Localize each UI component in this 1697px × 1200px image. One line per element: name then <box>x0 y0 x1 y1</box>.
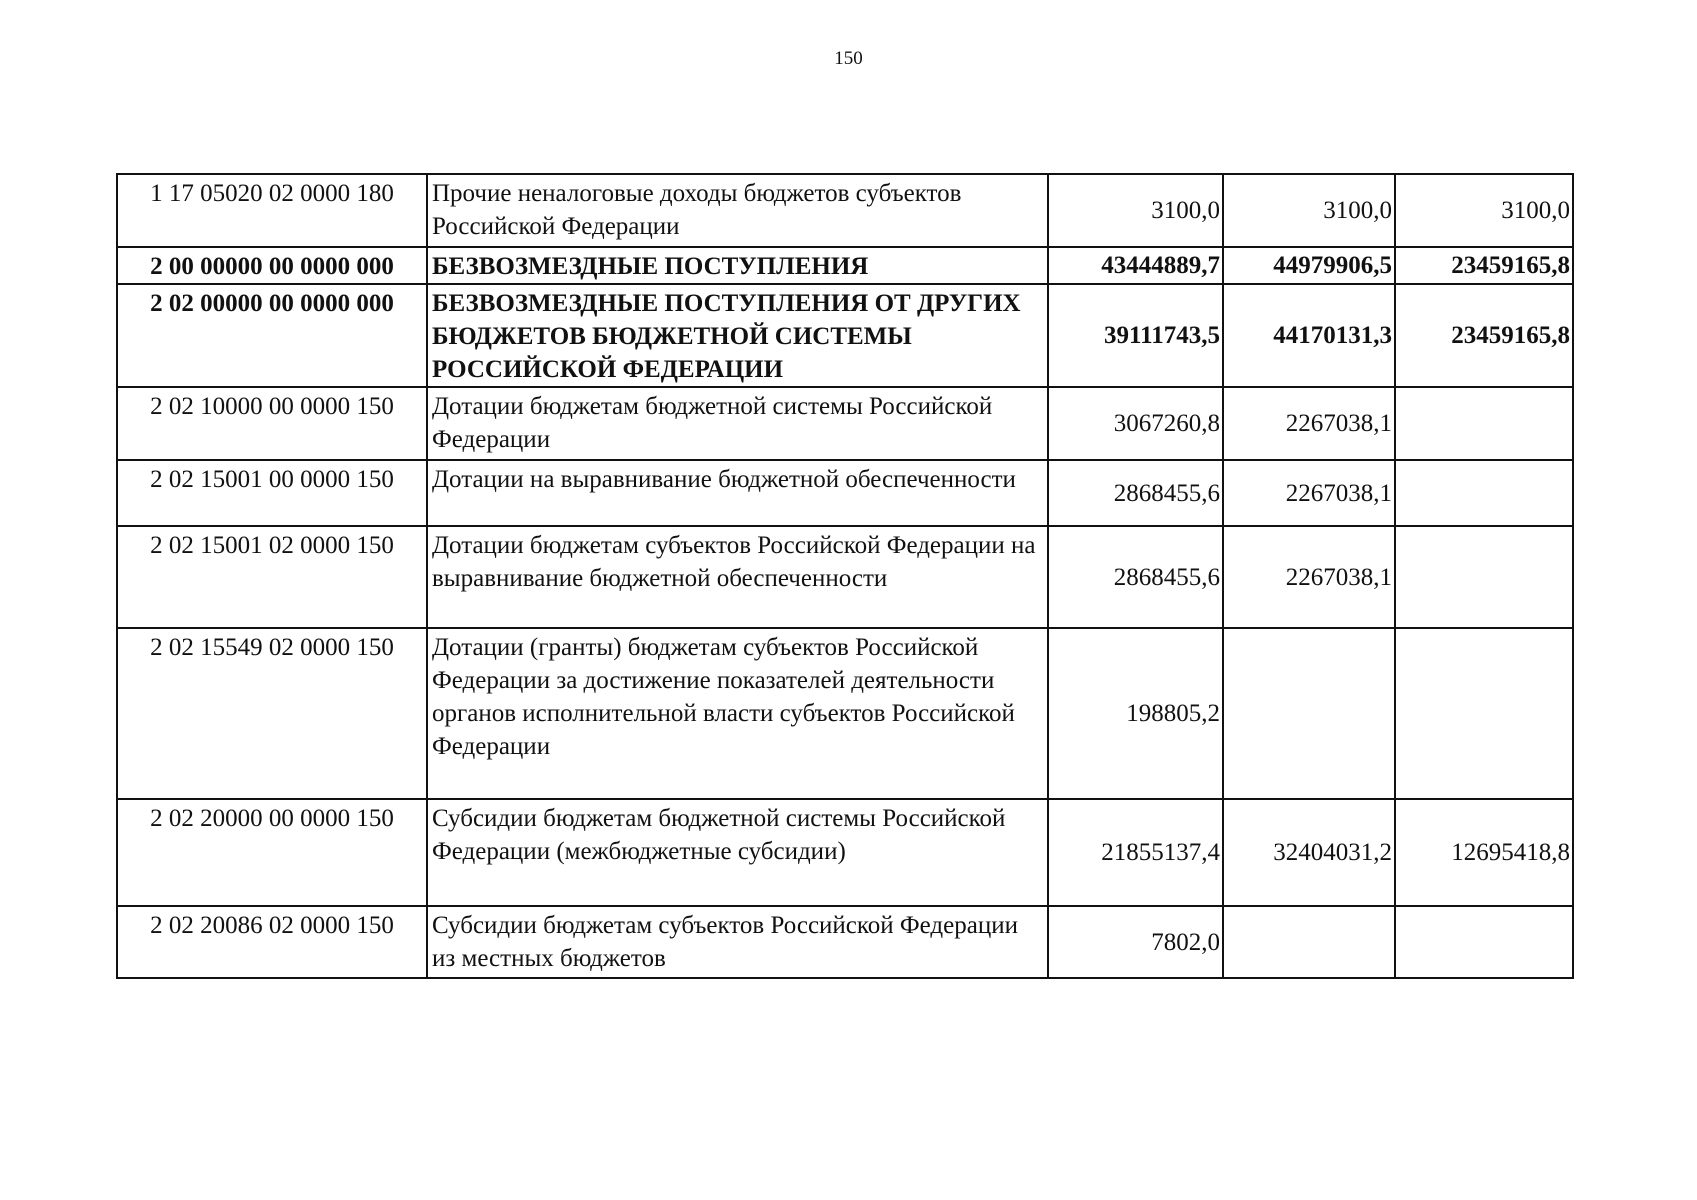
revenue-name-cell: БЕЗВОЗМЕЗДНЫЕ ПОСТУПЛЕНИЯ <box>427 247 1048 284</box>
value-cell-2: 32404031,2 <box>1223 799 1395 906</box>
value-cell-2: 2267038,1 <box>1223 526 1395 628</box>
value-cell-3 <box>1395 460 1573 526</box>
value-cell-1: 3067260,8 <box>1048 387 1223 460</box>
value-cell-3 <box>1395 526 1573 628</box>
budget-revenue-table <box>116 173 1574 979</box>
value-cell-2: 3100,0 <box>1223 174 1395 247</box>
value-cell-2 <box>1223 628 1395 799</box>
value-cell-1: 21855137,4 <box>1048 799 1223 906</box>
budget-code-cell: 1 17 05020 02 0000 180 <box>117 174 427 247</box>
value-cell-3: 12695418,8 <box>1395 799 1573 906</box>
revenue-name-cell: Прочие неналоговые доходы бюджетов субъектов Российской Федерации <box>427 174 1048 247</box>
budget-code-cell: 2 02 15001 02 0000 150 <box>117 526 427 628</box>
revenue-name-cell: Дотации (гранты) бюджетам субъектов Российской Федерации за достижение показателей деятельности органов исполнительной власти субъектов Российской Федерации <box>427 628 1048 799</box>
value-cell-2: 44979906,5 <box>1223 247 1395 284</box>
value-cell-1: 198805,2 <box>1048 628 1223 799</box>
budget-code-cell: 2 00 00000 00 0000 000 <box>117 247 427 284</box>
value-cell-3: 23459165,8 <box>1395 247 1573 284</box>
revenue-name-cell: Дотации бюджетам бюджетной системы Российской Федерации <box>427 387 1048 460</box>
budget-code-cell: 2 02 20086 02 0000 150 <box>117 906 427 978</box>
table-row <box>117 460 1573 526</box>
value-cell-2 <box>1223 906 1395 978</box>
table-row <box>117 906 1573 978</box>
revenue-name-cell: Дотации бюджетам субъектов Российской Федерации на выравнивание бюджетной обеспеченности <box>427 526 1048 628</box>
table-row <box>117 799 1573 906</box>
table-row <box>117 628 1573 799</box>
table-row <box>117 526 1573 628</box>
budget-code-cell: 2 02 20000 00 0000 150 <box>117 799 427 906</box>
revenue-name-cell: Субсидии бюджетам бюджетной системы Российской Федерации (межбюджетные субсидии) <box>427 799 1048 906</box>
table-row <box>117 284 1573 387</box>
value-cell-1: 2868455,6 <box>1048 526 1223 628</box>
value-cell-3 <box>1395 906 1573 978</box>
value-cell-2: 44170131,3 <box>1223 284 1395 387</box>
page-number: 150 <box>834 48 863 69</box>
value-cell-3: 23459165,8 <box>1395 284 1573 387</box>
table-row <box>117 387 1573 460</box>
value-cell-1: 7802,0 <box>1048 906 1223 978</box>
budget-code-cell: 2 02 10000 00 0000 150 <box>117 387 427 460</box>
value-cell-2: 2267038,1 <box>1223 387 1395 460</box>
revenue-name-cell: Дотации на выравнивание бюджетной обеспеченности <box>427 460 1048 526</box>
value-cell-1: 43444889,7 <box>1048 247 1223 284</box>
budget-code-cell: 2 02 15001 00 0000 150 <box>117 460 427 526</box>
table-row <box>117 174 1573 247</box>
revenue-name-cell: БЕЗВОЗМЕЗДНЫЕ ПОСТУПЛЕНИЯ ОТ ДРУГИХ БЮДЖЕТОВ БЮДЖЕТНОЙ СИСТЕМЫ РОССИЙСКОЙ ФЕДЕРАЦИИ <box>427 284 1048 387</box>
value-cell-3 <box>1395 387 1573 460</box>
value-cell-3: 3100,0 <box>1395 174 1573 247</box>
value-cell-1: 3100,0 <box>1048 174 1223 247</box>
value-cell-1: 2868455,6 <box>1048 460 1223 526</box>
budget-code-cell: 2 02 15549 02 0000 150 <box>117 628 427 799</box>
revenue-name-cell: Субсидии бюджетам субъектов Российской Федерации из местных бюджетов <box>427 906 1048 978</box>
value-cell-1: 39111743,5 <box>1048 284 1223 387</box>
budget-code-cell: 2 02 00000 00 0000 000 <box>117 284 427 387</box>
table-row <box>117 247 1573 284</box>
value-cell-3 <box>1395 628 1573 799</box>
value-cell-2: 2267038,1 <box>1223 460 1395 526</box>
